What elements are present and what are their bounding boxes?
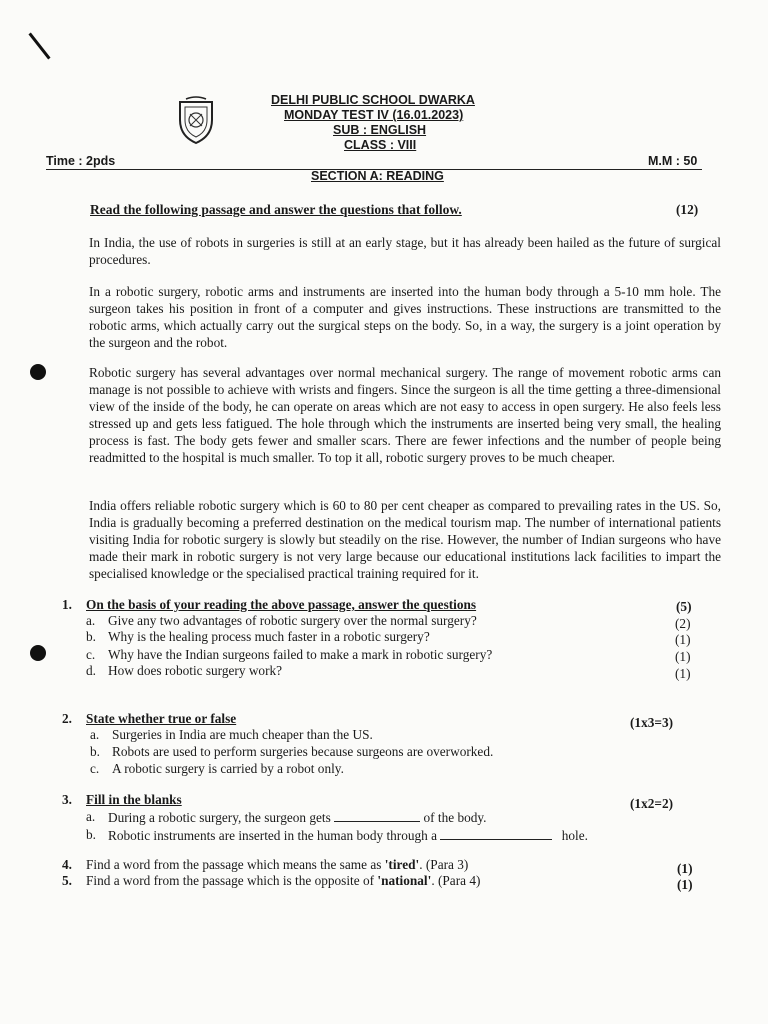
q3a-label: a.: [86, 809, 96, 824]
q4-suffix: . (Para 3): [419, 857, 469, 872]
q2-title: State whether true or false: [86, 711, 237, 726]
q3b-blank: [440, 827, 552, 840]
q2-marks: (1x3=3): [630, 715, 674, 730]
q1c-label: c.: [86, 647, 96, 662]
passage-paragraph-1: In India, the use of robots in surgeries is still at an early stage, but it has already been hailed as the future of surgical procedures.: [89, 235, 721, 267]
q3-marks: (1x2=2): [630, 796, 674, 811]
q1a-label: a.: [86, 613, 96, 628]
q5-prefix: Find a word from the passage which is the opposite of: [86, 873, 378, 888]
q4-marks: (1): [677, 861, 693, 876]
test-title: MONDAY TEST IV (16.01.2023): [284, 108, 464, 122]
q4-prefix: Find a word from the passage which means the same as: [86, 857, 385, 872]
q3a-blank: [334, 809, 420, 822]
q3a-prefix: During a robotic surgery, the surgeon gets: [108, 810, 331, 825]
school-logo: [176, 96, 216, 146]
scan-mark: [28, 32, 50, 59]
time-label: Time : 2pds: [46, 154, 116, 168]
punch-hole-bottom: [30, 645, 46, 661]
q1c-text: Why have the Indian surgeons failed to make a mark in robotic surgery?: [108, 647, 493, 662]
class: CLASS : VIII: [344, 138, 417, 152]
q2b-label: b.: [90, 744, 100, 759]
q4-number: 4.: [62, 857, 72, 872]
max-marks: M.M : 50: [648, 154, 698, 168]
instruction: Read the following passage and answer the questions that follow.: [90, 202, 462, 217]
q3-number: 3.: [62, 792, 72, 807]
q1-marks: (5): [676, 599, 692, 614]
subject: SUB : ENGLISH: [333, 123, 427, 137]
q1d-text: How does robotic surgery work?: [108, 663, 283, 678]
q4-text: [86, 857, 468, 873]
punch-hole-top: [30, 364, 46, 380]
section-title: SECTION A: READING: [311, 169, 444, 183]
q4-word: 'tired': [384, 857, 420, 872]
passage-paragraph-2: In a robotic surgery, robotic arms and instruments are inserted into the human body through a 5-10 mm hole. The surgeon takes his position in front of a computer and gives instructions. These instructions are transmitted to the robotic arms, which actually carry out the surgical steps on the body. So, in a way, the surgery is a joint operation by the surgeon and the robot.: [89, 284, 721, 350]
q3b-prefix: Robotic instruments are inserted in the human body through a: [108, 828, 438, 843]
q1-number: 1.: [62, 597, 72, 612]
q5-word: 'national': [377, 873, 432, 888]
q1a-text: Give any two advantages of robotic surgery over the normal surgery?: [108, 613, 477, 628]
q2b-text: Robots are used to perform surgeries because surgeons are overworked.: [112, 744, 494, 759]
q2a-label: a.: [90, 727, 100, 742]
q1c-marks: (1): [675, 649, 691, 664]
q2a-text: Surgeries in India are much cheaper than the US.: [112, 727, 373, 742]
q1b-text: Why is the healing process much faster in a robotic surgery?: [108, 629, 430, 644]
q2c-text: A robotic surgery is carried by a robot only.: [112, 761, 344, 776]
q5-number: 5.: [62, 873, 72, 888]
q3a-suffix: of the body.: [423, 810, 487, 825]
q3b-label: b.: [86, 827, 96, 842]
q2c-label: c.: [90, 761, 100, 776]
q5-suffix: . (Para 4): [431, 873, 481, 888]
q2-number: 2.: [62, 711, 72, 726]
school-name: DELHI PUBLIC SCHOOL DWARKA: [271, 93, 475, 107]
q1d-marks: (1): [675, 666, 691, 681]
q1d-label: d.: [86, 663, 96, 678]
q1-title: On the basis of your reading the above passage, answer the questions: [86, 597, 477, 612]
q5-marks: (1): [677, 877, 693, 892]
instruction-marks: (12): [676, 202, 699, 217]
passage-paragraph-3: Robotic surgery has several advantages over normal mechanical surgery. The range of movement robotic arms can manage is not possible to achieve with wrists and fingers. Since the surgeon is all the time getting a three-dimensional view of the inside of the body, he can operate on areas which are not easy to access in open surgery. He also feels less stressed up and gets less fatigued. The hole through which the instruments are inserted being very small, the healing process is fast. The body gets fewer and smaller scars. There are fewer infections and the number of people being readmitted to the hospital is much smaller. To top it all, robotic surgery proves to be much cheaper.: [89, 365, 721, 465]
passage-paragraph-4: India offers reliable robotic surgery which is 60 to 80 per cent cheaper as compared to prevailing rates in the US. So, India is gradually becoming a preferred destination on the medical tourism map. The number of international patients visiting India for robotic surgery is slowly but steadily on the rise. However, the number of Indian surgeons who have made their mark in robotic surgery is not very large because our educational institutions lack facilities to impart the specialised knowledge or the specialised practical training required for it.: [89, 498, 721, 581]
q1b-label: b.: [86, 629, 96, 644]
q3a-text: [108, 809, 487, 826]
q5-text: [86, 873, 480, 889]
q1b-marks: (1): [675, 632, 691, 647]
q3b-suffix: hole.: [561, 828, 588, 843]
q3-title: Fill in the blanks: [86, 792, 182, 807]
q3b-text: [108, 827, 588, 844]
q1a-marks: (2): [675, 616, 691, 631]
